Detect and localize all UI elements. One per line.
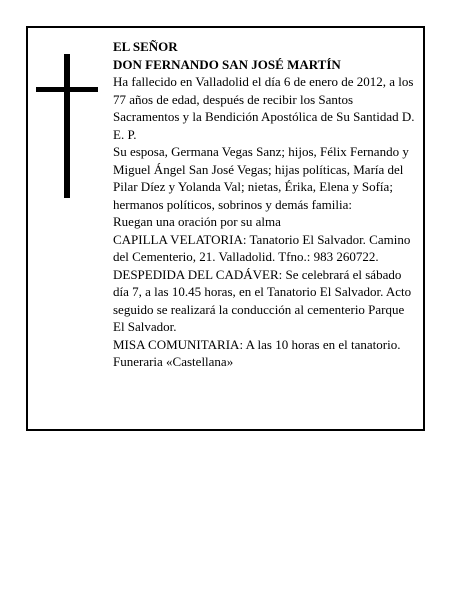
- cross-vertical-bar: [64, 54, 70, 198]
- notice-body: [113, 38, 419, 371]
- deceased-name: DON FERNANDO SAN JOSÉ MARTÍN: [113, 56, 341, 72]
- prayer-request: Ruegan una oración por su alma: [113, 214, 281, 229]
- notice-title: EL SEÑOR: [113, 39, 178, 54]
- death-announcement: Ha fallecido en Valladolid el día 6 de enero de 2012, a los 77 años de edad, después de recibir los Santos Sacramentos y la Bendición Apostólica de Su Santidad D. E. P.: [113, 74, 415, 142]
- farewell-info: DESPEDIDA DEL CADÁVER: Se celebrará el sábado día 7, a las 10.45 horas, en el Tanatorio El Salvador. Acto seguido se realizará la conducción al cementerio Parque El Salvador.: [113, 266, 412, 334]
- chapel-info: CAPILLA VELATORIA: Tanatorio El Salvador. Camino del Cementerio, 21. Valladolid. Tfno.: 983 260722.: [113, 231, 411, 264]
- family-list: Su esposa, Germana Vegas Sanz; hijos, Félix Fernando y Miguel Ángel San José Vegas; hijas políticas, María del Pilar Díez y Yolanda Val; nietas, Érika, Elena y Sofía; hermanos políticos, sobrinos y demás familia:: [113, 144, 409, 212]
- cross-icon: [36, 54, 100, 198]
- cross-horizontal-bar: [36, 87, 98, 92]
- mass-info: MISA COMUNITARIA: A las 10 horas en el tanatorio.: [113, 336, 401, 352]
- funeral-home: Funeraria «Castellana»: [113, 354, 234, 369]
